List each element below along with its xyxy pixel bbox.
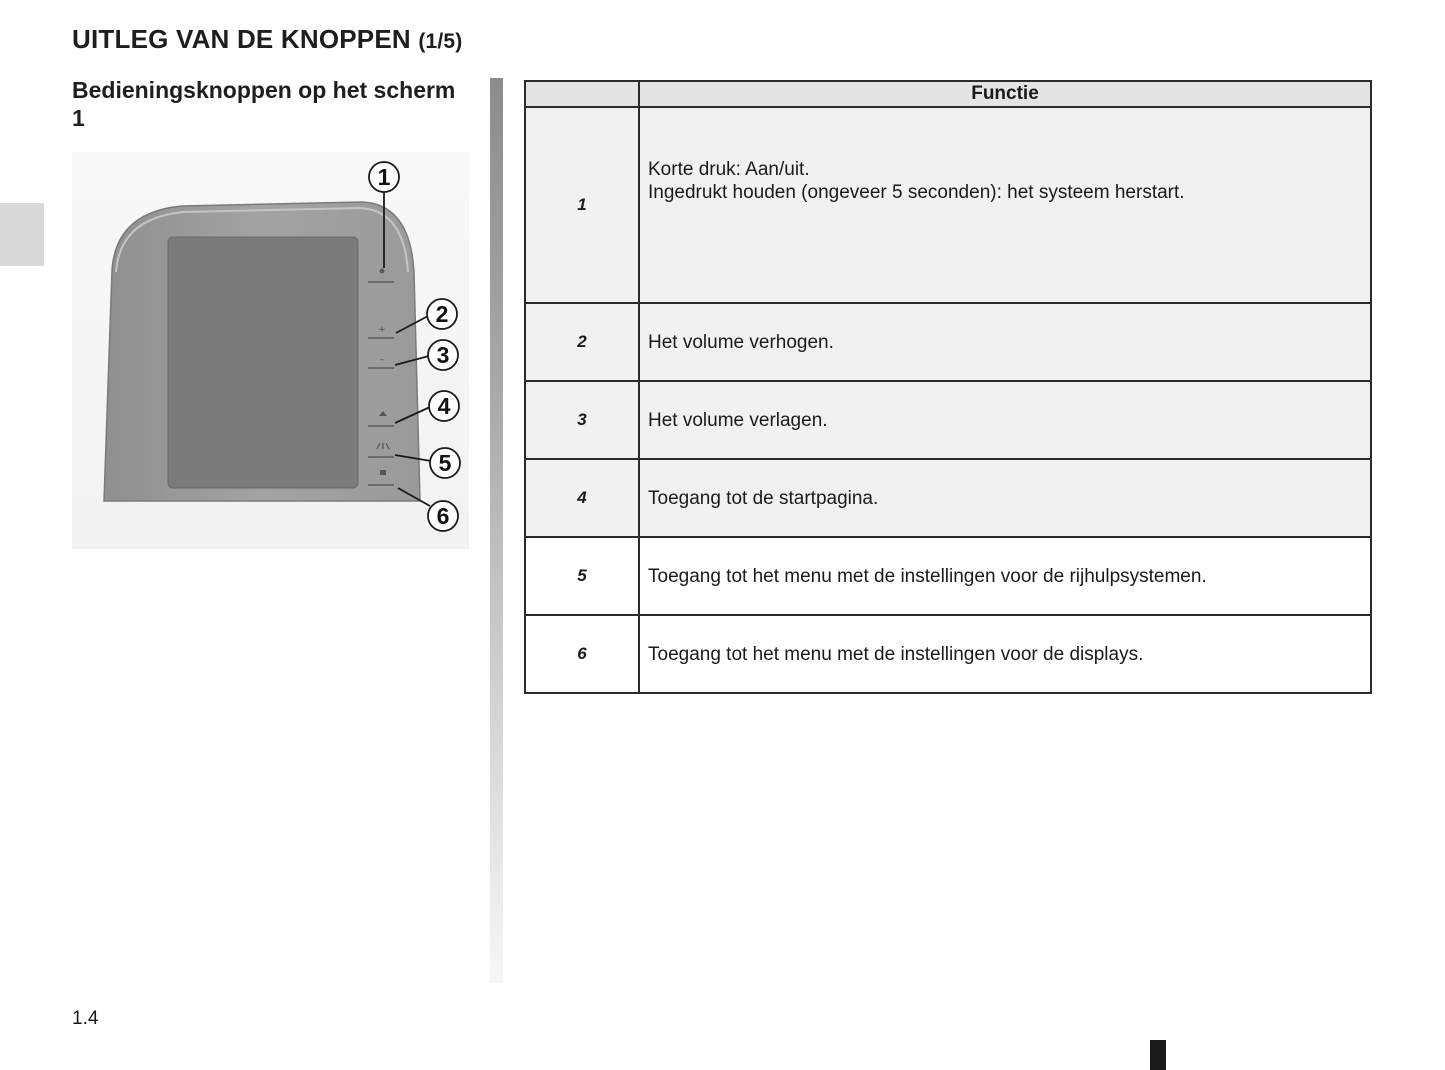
svg-text:3: 3 (436, 342, 450, 368)
table-row (525, 615, 1371, 693)
page-corner-mark (1150, 1040, 1166, 1070)
row-description: Toegang tot het menu met de instellingen voor de displays. (639, 615, 1371, 693)
screen-illustration (72, 152, 469, 549)
page-title (72, 24, 463, 55)
minus-glyph: – (379, 355, 385, 365)
page-title-part: (1/5) (418, 30, 463, 53)
callout-5 (430, 448, 460, 478)
row-description (639, 107, 1371, 303)
section-heading: Bedieningsknoppen op het scherm 1 (72, 77, 456, 131)
callout-2 (427, 299, 457, 329)
callout-4 (429, 391, 459, 421)
row-number: 6 (525, 615, 639, 693)
header-number (525, 81, 639, 107)
row-number: 2 (525, 303, 639, 381)
svg-text:2: 2 (435, 301, 449, 327)
page-number: 1.4 (72, 1008, 99, 1029)
row-description: Toegang tot het menu met de instellingen voor de rijhulpsystemen. (639, 537, 1371, 615)
callout-3 (428, 340, 458, 370)
svg-text:6: 6 (436, 503, 450, 529)
table-row (525, 459, 1371, 537)
description-line: Korte druk: Aan/uit. (648, 159, 810, 180)
header-function: Functie (639, 81, 1371, 107)
display-settings-icon (380, 470, 386, 475)
callout-6 (428, 501, 458, 531)
page-title-text: UITLEG VAN DE KNOPPEN (72, 24, 411, 54)
screen-illustration-svg (72, 152, 469, 549)
screen-display (168, 237, 358, 488)
row-number: 3 (525, 381, 639, 459)
table-header-row (525, 81, 1371, 107)
table-row (525, 107, 1371, 303)
row-number: 1 (525, 107, 639, 303)
column-divider (490, 78, 503, 983)
svg-text:4: 4 (437, 393, 451, 419)
function-table (524, 80, 1372, 694)
table-row (525, 381, 1371, 459)
row-description: Het volume verhogen. (639, 303, 1371, 381)
svg-text:5: 5 (438, 450, 452, 476)
callout-1 (369, 162, 399, 192)
row-description: Toegang tot de startpagina. (639, 459, 1371, 537)
svg-text:1: 1 (377, 164, 391, 190)
power-icon (380, 269, 385, 274)
row-number: 5 (525, 537, 639, 615)
table-row (525, 303, 1371, 381)
row-number: 4 (525, 459, 639, 537)
chapter-tab (0, 203, 44, 266)
table-row (525, 537, 1371, 615)
row-description: Het volume verlagen. (639, 381, 1371, 459)
description-line: Ingedrukt houden (ongeveer 5 seconden): het systeem herstart. (648, 182, 1185, 203)
plus-glyph: + (378, 325, 386, 335)
